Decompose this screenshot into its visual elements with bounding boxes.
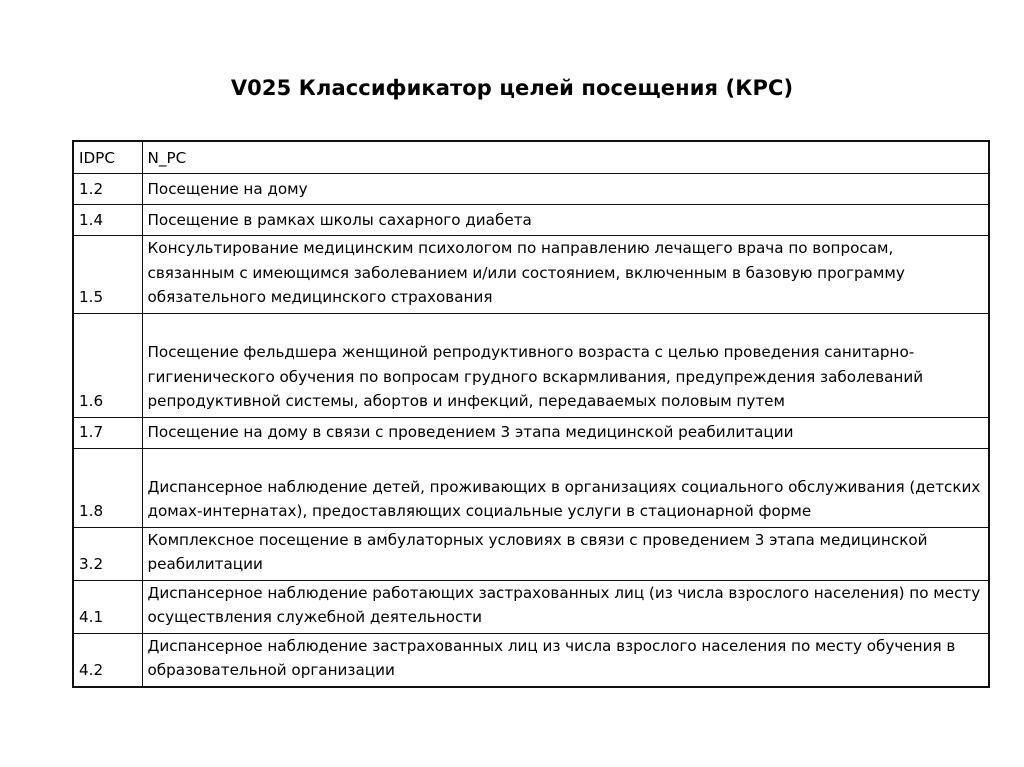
- cell-idpc: 4.2: [73, 633, 142, 687]
- table-row: [73, 313, 989, 417]
- page-title: V025 Классификатор целей посещения (КРС): [230, 76, 794, 100]
- table-header-row: [73, 141, 989, 174]
- column-header-npc: N_PC: [142, 141, 989, 174]
- cell-npc: Посещение фельдшера женщиной репродуктивного возраста с целью проведения санитарно-гигиенического обучения по вопросам грудного вскармливания, предупреждения заболеваний репродуктивной системы, абортов и инфекций, передаваемых половым путем: [142, 313, 989, 417]
- table-header: [73, 141, 989, 174]
- cell-idpc: 1.2: [73, 174, 142, 205]
- cell-npc: Диспансерное наблюдение работающих застрахованных лиц (из числа взрослого населения) по месту осуществления служебной деятельности: [142, 580, 989, 633]
- cell-idpc: 1.6: [73, 313, 142, 417]
- cell-idpc: 1.7: [73, 417, 142, 448]
- table-row: [73, 417, 989, 448]
- classifier-table: [72, 140, 990, 688]
- cell-npc: Посещение в рамках школы сахарного диабета: [142, 205, 989, 236]
- cell-npc: Консультирование медицинским психологом по направлению лечащего врача по вопросам, связанным с имеющимся заболеванием и/или состоянием, включенным в базовую программу обязательного медицинского страхования: [142, 236, 989, 314]
- table-row: [73, 236, 989, 314]
- table-row: [73, 580, 989, 633]
- cell-npc: Посещение на дому: [142, 174, 989, 205]
- table-row: [73, 527, 989, 580]
- cell-idpc: 1.8: [73, 448, 142, 527]
- cell-npc: Диспансерное наблюдение застрахованных лиц из числа взрослого населения по месту обучения в образовательной организации: [142, 633, 989, 687]
- cell-npc: Посещение на дому в связи с проведением 3 этапа медицинской реабилитации: [142, 417, 989, 448]
- cell-idpc: 1.5: [73, 236, 142, 314]
- table-body: [73, 174, 989, 687]
- table-row: [73, 633, 989, 687]
- cell-npc: Комплексное посещение в амбулаторных условиях в связи с проведением 3 этапа медицинской реабилитации: [142, 527, 989, 580]
- column-header-idpc: IDPC: [73, 141, 142, 174]
- table-row: [73, 448, 989, 527]
- classifier-table-container: [72, 140, 988, 688]
- table-row: [73, 205, 989, 236]
- cell-idpc: 1.4: [73, 205, 142, 236]
- cell-idpc: 3.2: [73, 527, 142, 580]
- table-row: [73, 174, 989, 205]
- cell-npc: Диспансерное наблюдение детей, проживающих в организациях социального обслуживания (детских домах-интернатах), предоставляющих социальные услуги в стационарной форме: [142, 448, 989, 527]
- cell-idpc: 4.1: [73, 580, 142, 633]
